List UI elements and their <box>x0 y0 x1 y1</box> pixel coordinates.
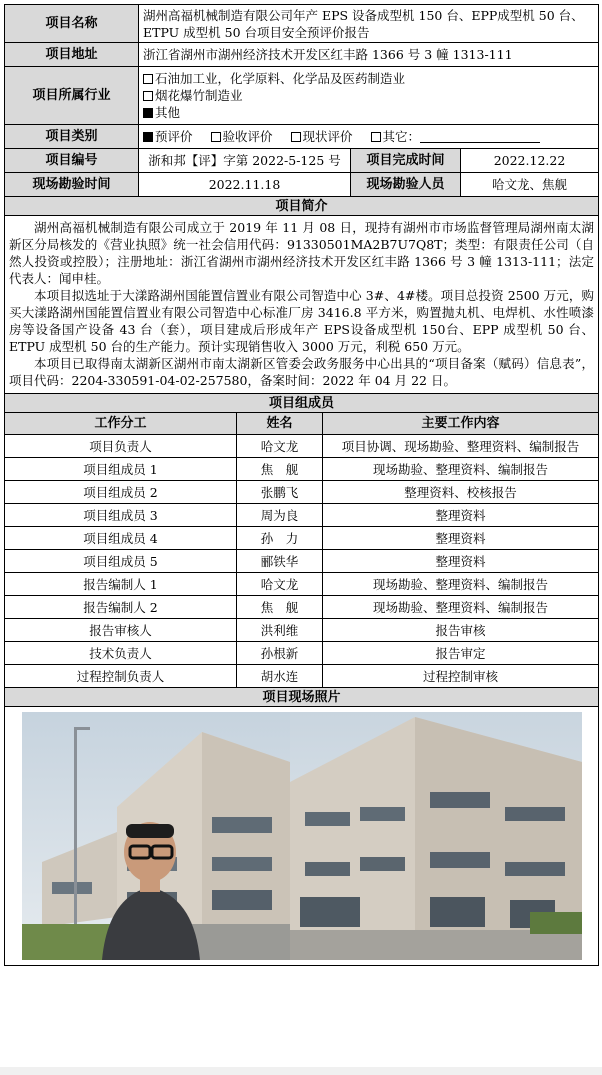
team-header-role: 工作分工 <box>5 413 237 435</box>
duty-cell: 项目协调、现场勘验、整理资料、编制报告 <box>323 435 599 458</box>
category-label: 项目类别 <box>5 125 139 149</box>
intro-paragraph: 本项目拟选址于大漾路湖州国能置信置业有限公司智造中心 3#、4#楼。项目总投资 2500 万元，购买大漾路湖州国能置信置业有限公司智造中心标准厂房 3416.8 平方米，购置抛丸机、电焊机、水性喷漆房等设备国产设备 43 台（套），项目建成后形成年产 EPS设备成型机 150台、EPP 成型机 50 台、ETPU 成型机 50 台的生产能力。预计实现销售收入 3000 万元，利税 650 万元。 <box>9 288 594 354</box>
name-cell: 焦 舰 <box>237 458 323 481</box>
address-label: 项目地址 <box>5 43 139 67</box>
industry-option-1: 石油加工业，化学原料、化学品及医药制造业 <box>143 70 594 87</box>
info-table <box>4 4 599 394</box>
surveyors-label: 现场勘验人员 <box>351 173 461 197</box>
table-row <box>5 596 599 619</box>
industry-label: 项目所属行业 <box>5 67 139 125</box>
checkbox-icon <box>211 132 221 142</box>
role-cell: 报告编制人 2 <box>5 596 237 619</box>
intro-paragraph: 本项目已取得南太湖新区湖州市南太湖新区管委会政务服务中心出具的“项目备案（赋码）信息表”，项目代码：2204-330591-04-02-257580，备案时间：2022 年 04 月 22 日。 <box>9 356 594 388</box>
role-cell: 过程控制负责人 <box>5 665 237 688</box>
duty-cell: 现场勘验、整理资料、编制报告 <box>323 573 599 596</box>
intro-title: 项目简介 <box>5 197 599 216</box>
photo-strip <box>22 712 582 960</box>
role-cell: 报告编制人 1 <box>5 573 237 596</box>
category-option-pre: 预评价 <box>143 129 193 144</box>
number-label: 项目编号 <box>5 149 139 173</box>
name-cell: 洪利维 <box>237 619 323 642</box>
table-row <box>5 573 599 596</box>
duty-cell: 报告审核 <box>323 619 599 642</box>
duty-cell: 报告审定 <box>323 642 599 665</box>
project-name-label: 项目名称 <box>5 5 139 43</box>
site-photo-2 <box>290 712 582 960</box>
role-cell: 项目组成员 4 <box>5 527 237 550</box>
photos-cell <box>5 707 599 966</box>
checkbox-icon <box>143 74 153 84</box>
table-row <box>5 481 599 504</box>
role-cell: 报告审核人 <box>5 619 237 642</box>
photos-title: 项目现场照片 <box>5 688 599 707</box>
table-row <box>5 619 599 642</box>
checkbox-checked-icon <box>143 132 153 142</box>
project-number: 浙和邦【评】字第 2022-5-125 号 <box>139 149 351 173</box>
duty-cell: 现场勘验、整理资料、编制报告 <box>323 458 599 481</box>
name-cell: 胡水连 <box>237 665 323 688</box>
survey-time-label: 现场勘验时间 <box>5 173 139 197</box>
site-photo-1 <box>22 712 290 960</box>
project-address: 浙江省湖州市湖州经济技术开发区红丰路 1366 号 3 幢 1313-111 <box>139 43 599 67</box>
role-cell: 项目组成员 2 <box>5 481 237 504</box>
checkbox-icon <box>143 91 153 101</box>
duty-cell: 过程控制审核 <box>323 665 599 688</box>
completion-label: 项目完成时间 <box>351 149 461 173</box>
industry-option-2: 烟花爆竹制造业 <box>143 87 594 104</box>
intro-body <box>5 216 599 394</box>
role-cell: 项目负责人 <box>5 435 237 458</box>
name-cell: 郦铁华 <box>237 550 323 573</box>
duty-cell: 整理资料 <box>323 550 599 573</box>
category-option-other: 其它： <box>371 129 541 144</box>
table-row <box>5 527 599 550</box>
industry-option-3: 其他 <box>143 104 594 121</box>
page-bottom-strip <box>0 1067 602 1075</box>
team-table <box>4 393 599 966</box>
table-row <box>5 550 599 573</box>
category-option-status: 现状评价 <box>291 129 353 144</box>
table-row <box>5 642 599 665</box>
role-cell: 项目组成员 5 <box>5 550 237 573</box>
checkbox-checked-icon <box>143 108 153 118</box>
completion-date: 2022.12.22 <box>461 149 599 173</box>
duty-cell: 整理资料 <box>323 527 599 550</box>
role-cell: 项目组成员 1 <box>5 458 237 481</box>
report-page <box>4 4 598 966</box>
project-name: 湖州高福机械制造有限公司年产 EPS 设备成型机 150 台、EPP成型机 50 台、ETPU 成型机 50 台项目安全预评价报告 <box>139 5 599 43</box>
name-cell: 孙 力 <box>237 527 323 550</box>
name-cell: 周为良 <box>237 504 323 527</box>
duty-cell: 整理资料、校核报告 <box>323 481 599 504</box>
team-title: 项目组成员 <box>5 394 599 413</box>
duty-cell: 整理资料 <box>323 504 599 527</box>
table-row <box>5 504 599 527</box>
surveyors: 哈文龙、焦舰 <box>461 173 599 197</box>
industry-options <box>139 67 599 125</box>
role-cell: 项目组成员 3 <box>5 504 237 527</box>
role-cell: 技术负责人 <box>5 642 237 665</box>
category-options <box>139 125 599 149</box>
intro-paragraph: 湖州高福机械制造有限公司成立于 2019 年 11 月 08 日，现持有湖州市市场监督管理局湖州南太湖新区分局核发的《营业执照》统一社会信用代码：91330501MA2B7U7Q8T；类型：有限责任公司（自然人投资或控股）；注册地址：浙江省湖州市湖州经济技术开发区红丰路 1366 号 3 幢 1313-111；法定代表人：闻申桂。 <box>9 220 594 286</box>
table-row <box>5 435 599 458</box>
checkbox-icon <box>291 132 301 142</box>
table-row <box>5 458 599 481</box>
team-header-name: 姓名 <box>237 413 323 435</box>
category-option-acceptance: 验收评价 <box>211 129 273 144</box>
table-row <box>5 665 599 688</box>
checkbox-icon <box>371 132 381 142</box>
name-cell: 孙根新 <box>237 642 323 665</box>
name-cell: 张鹏飞 <box>237 481 323 504</box>
duty-cell: 现场勘验、整理资料、编制报告 <box>323 596 599 619</box>
name-cell: 焦 舰 <box>237 596 323 619</box>
name-cell: 哈文龙 <box>237 435 323 458</box>
name-cell: 哈文龙 <box>237 573 323 596</box>
survey-time: 2022.11.18 <box>139 173 351 197</box>
blank-underline <box>420 130 540 143</box>
team-header-duty: 主要工作内容 <box>323 413 599 435</box>
